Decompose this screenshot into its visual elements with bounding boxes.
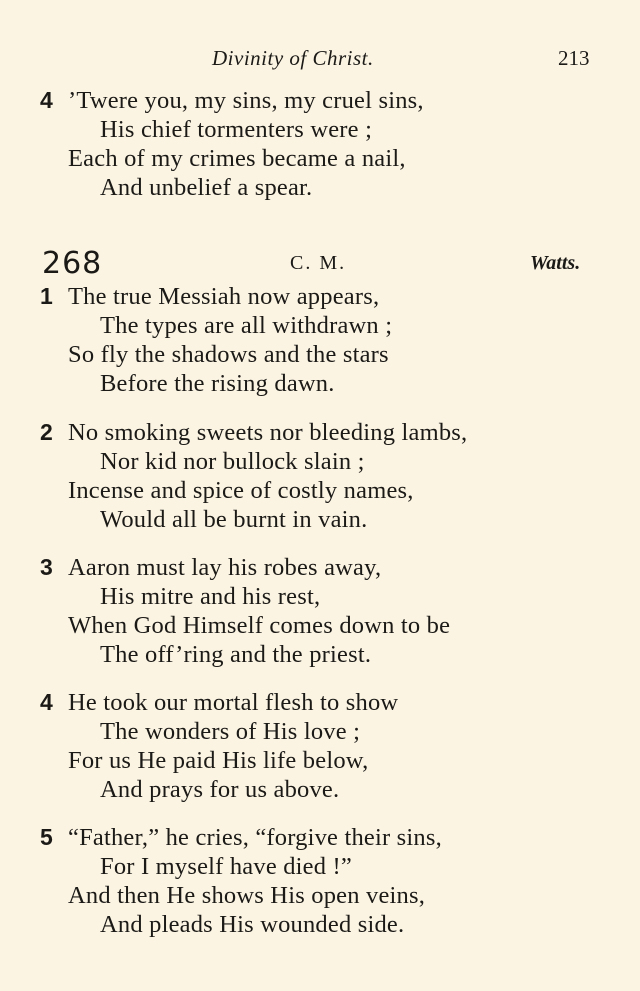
verse-line: The off’ring and the priest. <box>100 641 372 668</box>
stanza-line <box>0 910 640 939</box>
stanza-line <box>0 282 640 311</box>
verse-line: His chief tormenters were ; <box>100 116 373 143</box>
stanza-line <box>0 86 640 115</box>
verse-line: No smoking sweets nor bleeding lambs, <box>68 419 468 446</box>
hymn-stanza-4 <box>0 688 640 804</box>
verse-line: For I myself have died !” <box>100 853 352 880</box>
verse-line: And pleads His wounded side. <box>100 911 405 938</box>
stanza-line <box>0 823 640 852</box>
hymn-stanza-5 <box>0 823 640 939</box>
verse-line: So fly the shadows and the stars <box>68 341 389 368</box>
verse-line: Aaron must lay his robes away, <box>68 554 382 581</box>
stanza-number: 2 <box>40 419 53 445</box>
verse-line: Incense and spice of costly names, <box>68 477 414 504</box>
stanza-number: 3 <box>40 554 53 580</box>
verse-line: For us He paid His life below, <box>68 747 369 774</box>
stanza-line <box>0 852 640 881</box>
verse-line: Each of my crimes became a nail, <box>68 145 406 172</box>
hymn-author: Watts. <box>530 252 581 274</box>
stanza-line <box>0 340 640 369</box>
stanza-line <box>0 144 640 173</box>
stanza-line <box>0 640 640 669</box>
stanza-line <box>0 775 640 804</box>
verse-line: He took our mortal flesh to show <box>68 689 399 716</box>
page-number: 213 <box>558 46 590 70</box>
page-header <box>0 46 640 76</box>
hymn-stanza-2 <box>0 418 640 534</box>
stanza-line <box>0 611 640 640</box>
stanza-line <box>0 173 640 202</box>
stanza-line <box>0 476 640 505</box>
stanza-line <box>0 553 640 582</box>
verse-line: Would all be burnt in vain. <box>100 506 368 533</box>
prior-hymn-stanza-4 <box>0 86 640 202</box>
hymn-meter: C. M. <box>290 252 347 274</box>
stanza-number: 4 <box>40 87 53 113</box>
running-title: Divinity of Christ. <box>212 46 374 70</box>
stanza-line <box>0 582 640 611</box>
verse-line: The wonders of His love ; <box>100 718 361 745</box>
verse-line: His mitre and his rest, <box>100 583 321 610</box>
stanza-line <box>0 311 640 340</box>
stanza-number: 1 <box>40 283 53 309</box>
stanza-number: 4 <box>40 689 53 715</box>
verse-line: The types are all withdrawn ; <box>100 312 393 339</box>
verse-line: And prays for us above. <box>100 776 340 803</box>
hymn-stanza-1 <box>0 282 640 398</box>
stanza-line <box>0 717 640 746</box>
verse-line: ’Twere you, my sins, my cruel sins, <box>68 87 424 114</box>
verse-line: And then He shows His open veins, <box>68 882 426 909</box>
stanza-line <box>0 746 640 775</box>
verse-line: And unbelief a spear. <box>100 174 313 201</box>
stanza-number: 5 <box>40 824 53 850</box>
verse-line: Nor kid nor bullock slain ; <box>100 448 365 475</box>
verse-line: “Father,” he cries, “forgive their sins, <box>68 824 442 851</box>
stanza-line <box>0 369 640 398</box>
stanza-line <box>0 115 640 144</box>
stanza-line <box>0 418 640 447</box>
verse-line: The true Messiah now appears, <box>68 283 380 310</box>
hymn-heading <box>0 246 640 280</box>
stanza-line <box>0 881 640 910</box>
stanza-line <box>0 447 640 476</box>
hymn-stanza-3 <box>0 553 640 669</box>
stanza-line <box>0 688 640 717</box>
verse-line: Before the rising dawn. <box>100 370 335 397</box>
verse-line: When God Himself comes down to be <box>68 612 451 639</box>
stanza-line <box>0 505 640 534</box>
hymn-number: 268 <box>42 246 103 281</box>
